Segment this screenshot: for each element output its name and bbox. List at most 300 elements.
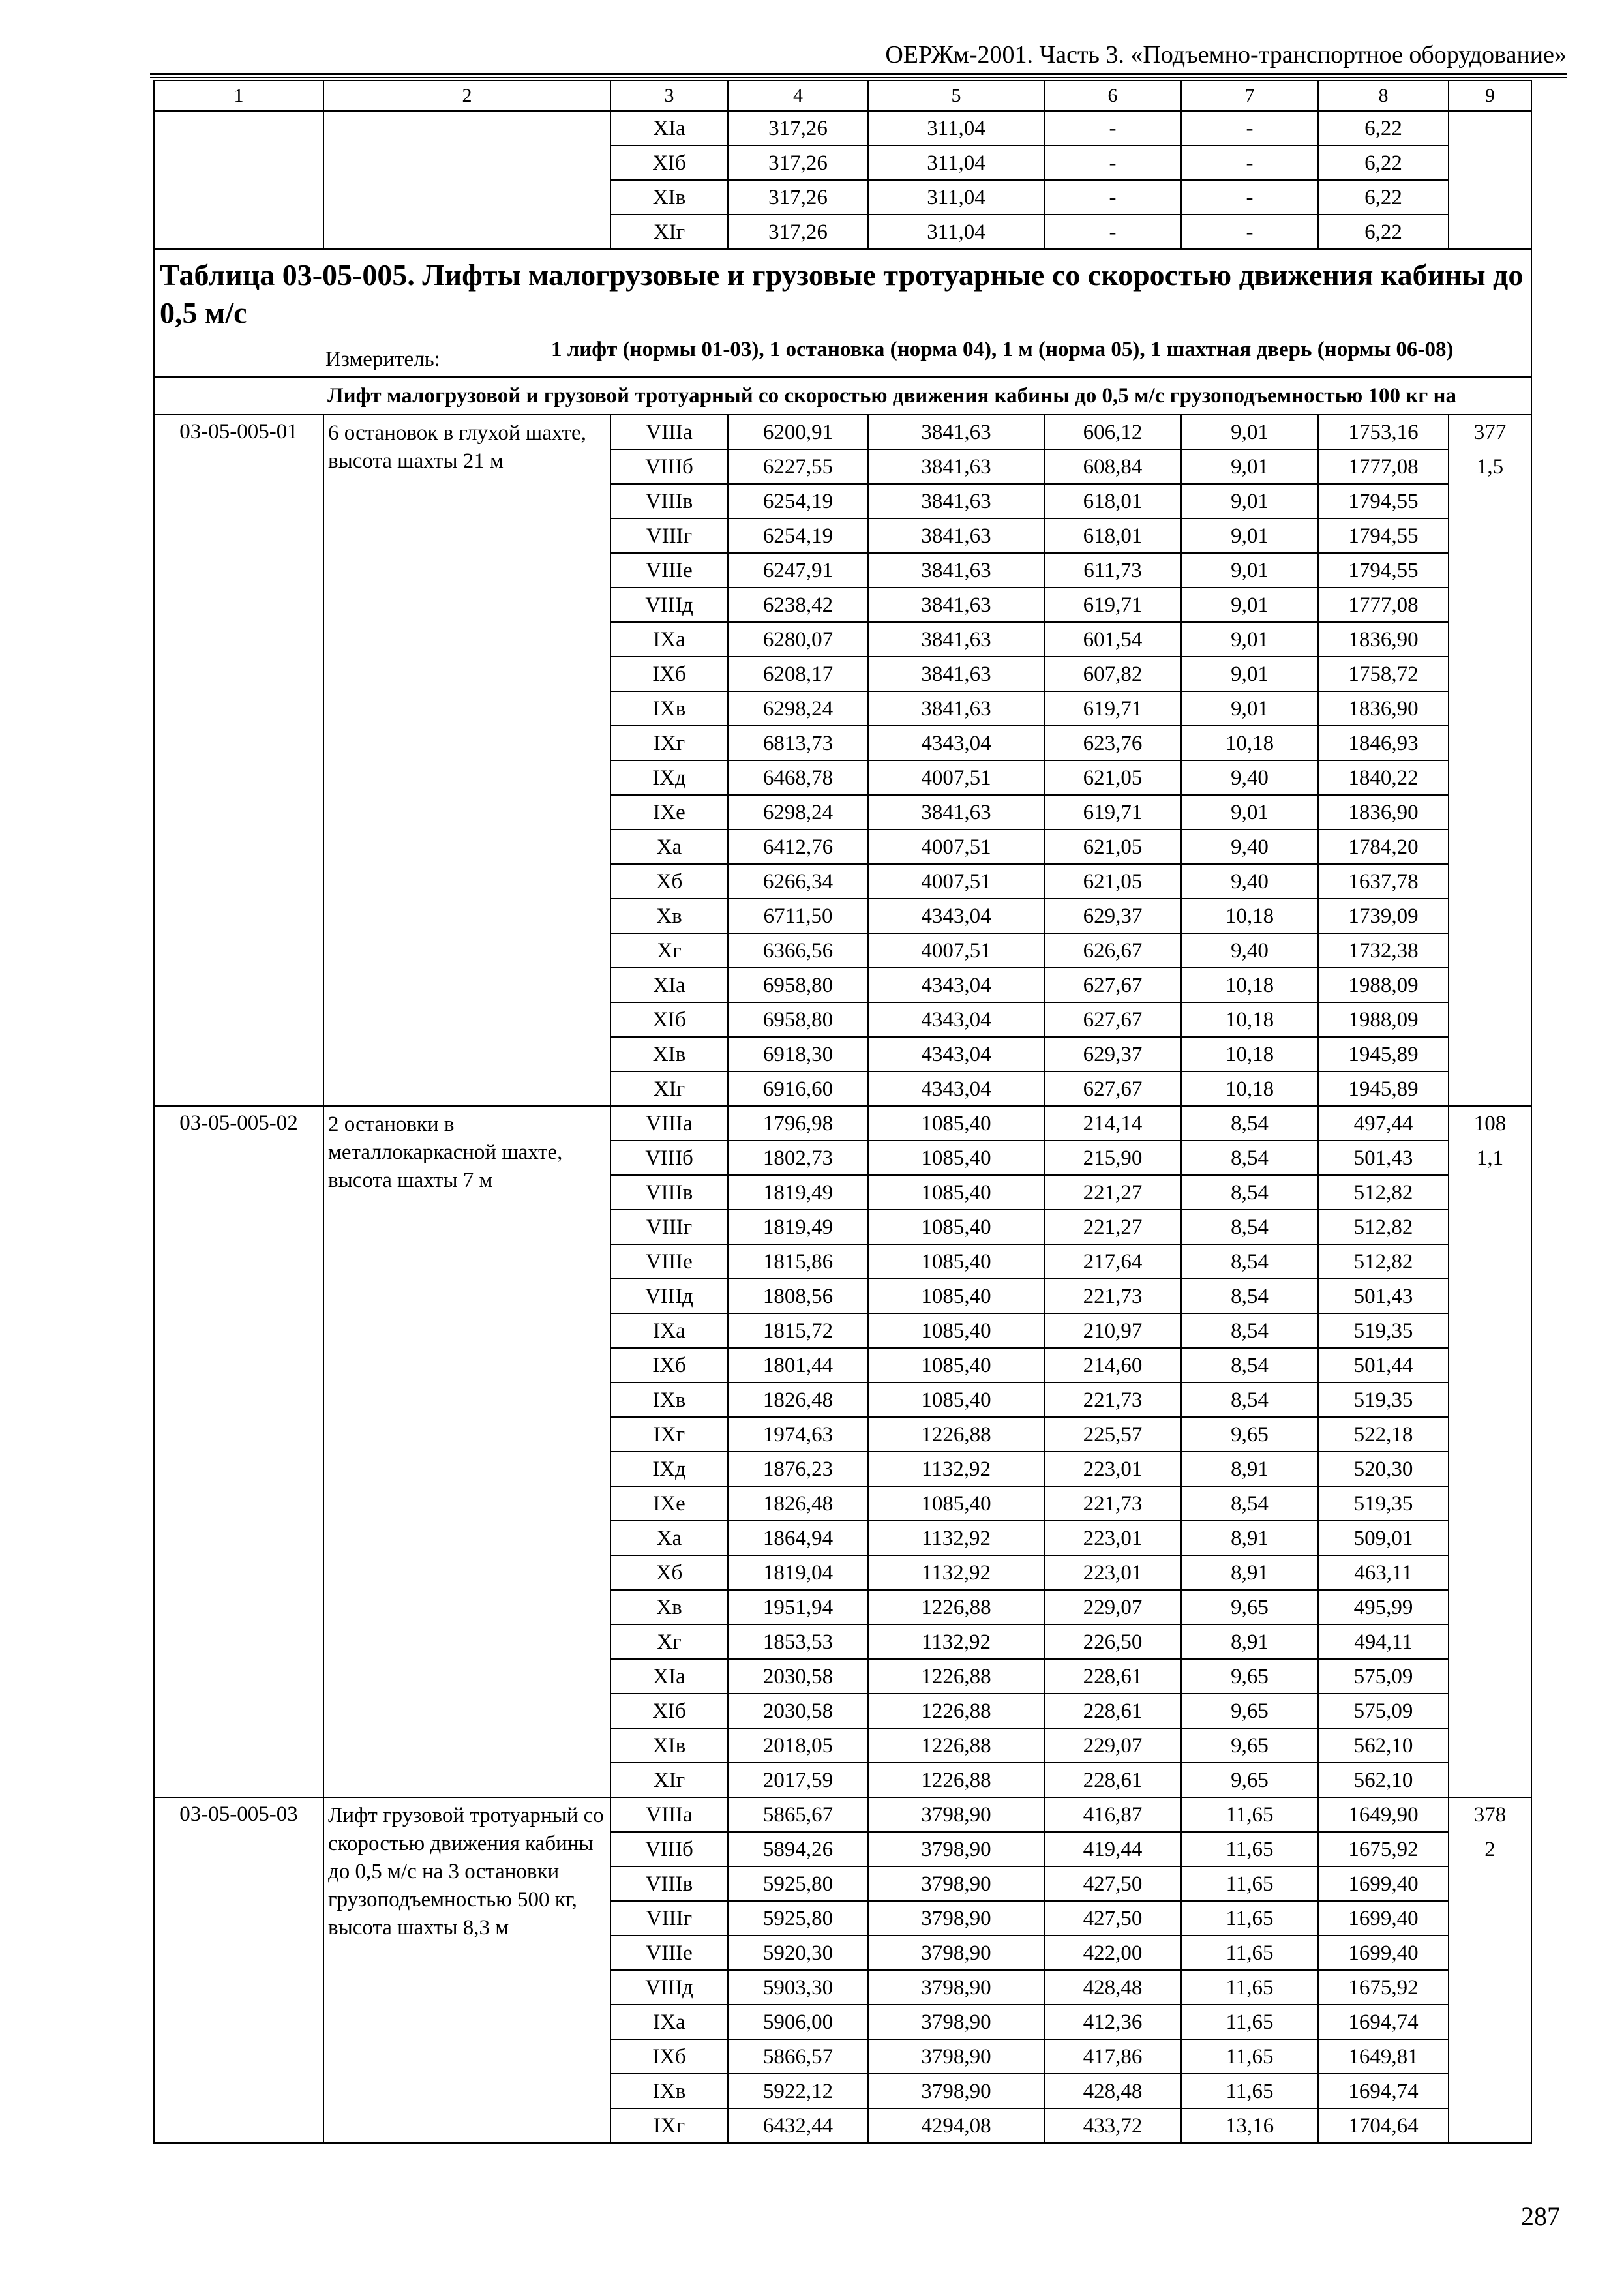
price-cell: 1699,40	[1318, 1936, 1449, 1970]
column-number: 5	[868, 80, 1044, 111]
price-cell: 2018,05	[728, 1728, 868, 1763]
zone-cell: IXа	[610, 1313, 728, 1348]
zone-cell: IXа	[610, 2005, 728, 2039]
price-cell: 11,65	[1181, 1797, 1318, 1832]
price-cell: 512,82	[1318, 1175, 1449, 1210]
price-cell: 8,54	[1181, 1210, 1318, 1244]
data-cell: -	[1181, 111, 1318, 145]
price-cell: 433,72	[1044, 2108, 1181, 2143]
price-cell: 9,01	[1181, 484, 1318, 518]
price-cell: 1819,49	[728, 1175, 868, 1210]
subheading-row	[154, 377, 1531, 415]
price-cell: 3841,63	[868, 588, 1044, 622]
price-cell: 1732,38	[1318, 933, 1449, 968]
price-cell: 1085,40	[868, 1244, 1044, 1279]
price-cell: 6227,55	[728, 449, 868, 484]
zone-cell: XIб	[610, 1694, 728, 1728]
price-cell: 3798,90	[868, 1970, 1044, 2005]
norm-code: 03-05-005-02	[154, 1106, 323, 1797]
data-cell: 317,26	[728, 145, 868, 180]
price-cell: 8,91	[1181, 1521, 1318, 1555]
price-cell: 11,65	[1181, 1832, 1318, 1866]
price-cell: 1649,90	[1318, 1797, 1449, 1832]
price-cell: 8,54	[1181, 1244, 1318, 1279]
price-cell: 2030,58	[728, 1659, 868, 1694]
header-rule-thin	[150, 77, 1567, 78]
price-cell: 228,61	[1044, 1659, 1181, 1694]
price-cell: 1132,92	[868, 1452, 1044, 1486]
price-cell: 8,91	[1181, 1624, 1318, 1659]
zone-cell: VIIIв	[610, 484, 728, 518]
zone-cell: Xг	[610, 933, 728, 968]
data-cell: XIа	[610, 111, 728, 145]
price-cell: 6208,17	[728, 657, 868, 691]
price-cell: 13,16	[1181, 2108, 1318, 2143]
price-cell: 1085,40	[868, 1348, 1044, 1383]
price-cell: 3798,90	[868, 2039, 1044, 2074]
price-cell: 3841,63	[868, 449, 1044, 484]
zone-cell: IXе	[610, 1486, 728, 1521]
data-cell: 317,26	[728, 111, 868, 145]
price-cell: 10,18	[1181, 1002, 1318, 1037]
zone-cell: IXг	[610, 726, 728, 760]
price-cell: 214,60	[1044, 1348, 1181, 1383]
zone-cell: XIв	[610, 1728, 728, 1763]
labor-value: 378	[1473, 1803, 1507, 1827]
price-cell: 627,67	[1044, 968, 1181, 1002]
price-cell: 223,01	[1044, 1521, 1181, 1555]
labor-value: 1,5	[1476, 455, 1504, 479]
column-number: 6	[1044, 80, 1181, 111]
price-cell: 6200,91	[728, 415, 868, 449]
zone-cell: IXб	[610, 1348, 728, 1383]
price-cell: 225,57	[1044, 1417, 1181, 1452]
price-cell: 1704,64	[1318, 2108, 1449, 2143]
data-cell: 317,26	[728, 215, 868, 249]
price-cell: 522,18	[1318, 1417, 1449, 1452]
zone-cell: Xа	[610, 1521, 728, 1555]
price-cell: 6412,76	[728, 830, 868, 864]
zone-cell: XIа	[610, 968, 728, 1002]
price-cell: 1085,40	[868, 1486, 1044, 1521]
price-cell: 4007,51	[868, 760, 1044, 795]
price-cell: 629,37	[1044, 899, 1181, 933]
price-cell: 1699,40	[1318, 1866, 1449, 1901]
price-cell: 1846,93	[1318, 726, 1449, 760]
price-cell: 8,54	[1181, 1141, 1318, 1175]
data-cell: 6,22	[1318, 111, 1449, 145]
price-cell: 5903,30	[728, 1970, 868, 2005]
price-cell: 9,40	[1181, 933, 1318, 968]
labor-value: 1,1	[1476, 1146, 1504, 1170]
zone-cell: VIIIе	[610, 1936, 728, 1970]
price-cell: 3798,90	[868, 1832, 1044, 1866]
price-cell: 1226,88	[868, 1694, 1044, 1728]
zone-cell: IXг	[610, 2108, 728, 2143]
price-cell: 6298,24	[728, 795, 868, 830]
price-cell: 1226,88	[868, 1728, 1044, 1763]
price-cell: 1815,86	[728, 1244, 868, 1279]
price-cell: 3841,63	[868, 518, 1044, 553]
zone-cell: Xг	[610, 1624, 728, 1659]
price-cell: 3798,90	[868, 1866, 1044, 1901]
price-cell: 1794,55	[1318, 553, 1449, 588]
price-cell: 501,43	[1318, 1279, 1449, 1313]
zone-cell: XIа	[610, 1659, 728, 1694]
data-cell: -	[1044, 215, 1181, 249]
price-cell: 494,11	[1318, 1624, 1449, 1659]
extra-cell	[1449, 111, 1531, 249]
price-cell: 1777,08	[1318, 588, 1449, 622]
price-cell: 1694,74	[1318, 2074, 1449, 2108]
price-cell: 215,90	[1044, 1141, 1181, 1175]
price-cell: 10,18	[1181, 968, 1318, 1002]
price-cell: 1132,92	[868, 1521, 1044, 1555]
price-cell: 501,44	[1318, 1348, 1449, 1383]
price-cell: 9,65	[1181, 1590, 1318, 1624]
price-cell: 1085,40	[868, 1383, 1044, 1417]
zone-cell: VIIIв	[610, 1866, 728, 1901]
price-cell: 6958,80	[728, 1002, 868, 1037]
price-cell: 11,65	[1181, 2074, 1318, 2108]
price-cell: 1699,40	[1318, 1901, 1449, 1936]
price-cell: 562,10	[1318, 1763, 1449, 1797]
price-cell: 226,50	[1044, 1624, 1181, 1659]
price-cell: 1819,04	[728, 1555, 868, 1590]
price-cell: 1649,81	[1318, 2039, 1449, 2074]
price-cell: 11,65	[1181, 1936, 1318, 1970]
price-cell: 428,48	[1044, 1970, 1181, 2005]
price-cell: 10,18	[1181, 726, 1318, 760]
header-rule	[150, 73, 1567, 75]
price-cell: 11,65	[1181, 2039, 1318, 2074]
norm-code: 03-05-005-03	[154, 1797, 323, 2143]
price-cell: 1802,73	[728, 1141, 868, 1175]
price-cell: 5922,12	[728, 2074, 868, 2108]
column-number: 8	[1318, 80, 1449, 111]
price-cell: 1815,72	[728, 1313, 868, 1348]
price-cell: 621,05	[1044, 864, 1181, 899]
zone-cell: VIIIд	[610, 1279, 728, 1313]
price-cell: 1951,94	[728, 1590, 868, 1624]
price-cell: 1796,98	[728, 1106, 868, 1141]
price-cell: 618,01	[1044, 518, 1181, 553]
price-cell: 214,14	[1044, 1106, 1181, 1141]
norm-code: 03-05-005-01	[154, 415, 323, 1106]
zone-cell: IXб	[610, 657, 728, 691]
price-cell: 8,91	[1181, 1555, 1318, 1590]
zone-cell: VIIIг	[610, 1210, 728, 1244]
price-cell: 6711,50	[728, 899, 868, 933]
zone-cell: IXд	[610, 1452, 728, 1486]
price-cell: 501,43	[1318, 1141, 1449, 1175]
price-cell: 9,40	[1181, 864, 1318, 899]
price-cell: 1637,78	[1318, 864, 1449, 899]
price-cell: 228,61	[1044, 1763, 1181, 1797]
zone-cell: XIв	[610, 1037, 728, 1071]
price-cell: 1876,23	[728, 1452, 868, 1486]
price-cell: 2017,59	[728, 1763, 868, 1797]
zone-cell: VIIIд	[610, 588, 728, 622]
price-cell: 10,18	[1181, 1071, 1318, 1106]
price-cell: 3798,90	[868, 1936, 1044, 1970]
price-cell: 3841,63	[868, 415, 1044, 449]
price-cell: 618,01	[1044, 484, 1181, 518]
price-cell: 428,48	[1044, 2074, 1181, 2108]
norm-description: 6 остановок в глухой шахте, высота шахты 21 м	[323, 415, 610, 1106]
price-cell: 619,71	[1044, 588, 1181, 622]
price-cell: 1675,92	[1318, 1970, 1449, 2005]
price-cell: 606,12	[1044, 415, 1181, 449]
price-cell: 4343,04	[868, 726, 1044, 760]
price-cell: 619,71	[1044, 691, 1181, 726]
column-number: 2	[323, 80, 610, 111]
zone-cell: Xв	[610, 899, 728, 933]
price-cell: 9,65	[1181, 1694, 1318, 1728]
price-cell: 6432,44	[728, 2108, 868, 2143]
column-number: 3	[610, 80, 728, 111]
price-cell: 8,54	[1181, 1383, 1318, 1417]
price-cell: 575,09	[1318, 1659, 1449, 1694]
price-cell: 3841,63	[868, 484, 1044, 518]
unit-text: 1 лифт (нормы 01-03), 1 остановка (норма 04), 1 м (норма 05), 1 шахтная дверь (нормы 06-08)	[551, 338, 1454, 361]
price-cell: 1794,55	[1318, 518, 1449, 553]
price-cell: 1945,89	[1318, 1071, 1449, 1106]
price-cell: 11,65	[1181, 1866, 1318, 1901]
price-cell: 1836,90	[1318, 795, 1449, 830]
price-cell: 1694,74	[1318, 2005, 1449, 2039]
price-cell: 619,71	[1044, 795, 1181, 830]
price-cell: 621,05	[1044, 830, 1181, 864]
price-cell: 627,67	[1044, 1002, 1181, 1037]
price-cell: 3798,90	[868, 1901, 1044, 1936]
price-cell: 1794,55	[1318, 484, 1449, 518]
price-cell: 3841,63	[868, 795, 1044, 830]
price-cell: 8,54	[1181, 1279, 1318, 1313]
price-cell: 3841,63	[868, 657, 1044, 691]
data-cell: 6,22	[1318, 215, 1449, 249]
price-cell: 228,61	[1044, 1694, 1181, 1728]
zone-cell: VIIIв	[610, 1175, 728, 1210]
labor-cell	[1449, 1797, 1531, 2143]
price-cell: 9,40	[1181, 760, 1318, 795]
price-cell: 4294,08	[868, 2108, 1044, 2143]
table-title-cell	[154, 249, 1531, 377]
price-cell: 3841,63	[868, 691, 1044, 726]
column-number: 7	[1181, 80, 1318, 111]
price-cell: 4343,04	[868, 1037, 1044, 1071]
price-cell: 623,76	[1044, 726, 1181, 760]
price-cell: 210,97	[1044, 1313, 1181, 1348]
column-number: 9	[1449, 80, 1531, 111]
price-cell: 1758,72	[1318, 657, 1449, 691]
price-cell: 1836,90	[1318, 622, 1449, 657]
price-cell: 427,50	[1044, 1901, 1181, 1936]
zone-cell: IXа	[610, 622, 728, 657]
price-cell: 221,73	[1044, 1383, 1181, 1417]
subheading: Лифт малогрузовой и грузовой тротуарный со скоростью движения кабины до 0,5 м/с грузоподъемностью 100 кг на	[154, 377, 1531, 415]
price-cell: 5925,80	[728, 1866, 868, 1901]
zone-cell: VIIIг	[610, 1901, 728, 1936]
zone-cell: IXе	[610, 795, 728, 830]
column-number-row	[154, 80, 1531, 111]
price-cell: 8,91	[1181, 1452, 1318, 1486]
price-cell: 10,18	[1181, 899, 1318, 933]
price-cell: 9,01	[1181, 415, 1318, 449]
price-cell: 9,65	[1181, 1659, 1318, 1694]
price-cell: 221,73	[1044, 1279, 1181, 1313]
price-cell: 8,54	[1181, 1106, 1318, 1141]
price-cell: 562,10	[1318, 1728, 1449, 1763]
price-cell: 9,01	[1181, 518, 1318, 553]
price-cell: 9,01	[1181, 553, 1318, 588]
price-cell: 6813,73	[728, 726, 868, 760]
price-cell: 4007,51	[868, 933, 1044, 968]
zone-cell: IXв	[610, 1383, 728, 1417]
price-cell: 6247,91	[728, 553, 868, 588]
price-cell: 463,11	[1318, 1555, 1449, 1590]
price-cell: 627,67	[1044, 1071, 1181, 1106]
price-cell: 1826,48	[728, 1486, 868, 1521]
data-cell: 6,22	[1318, 145, 1449, 180]
price-cell: 519,35	[1318, 1383, 1449, 1417]
price-cell: 1988,09	[1318, 1002, 1449, 1037]
data-cell: -	[1044, 111, 1181, 145]
price-cell: 217,64	[1044, 1244, 1181, 1279]
price-cell: 2030,58	[728, 1694, 868, 1728]
table-row	[154, 1106, 1531, 1141]
table-title: Таблица 03-05-005. Лифты малогрузовые и грузовые тротуарные со скоростью движения кабины до 0,5 м/с	[160, 258, 1524, 329]
code-cell	[154, 111, 323, 249]
norm-description: Лифт грузовой тротуарный со скоростью движения кабины до 0,5 м/с на 3 остановки грузоподъемностью 500 кг, высота шахты 8,3 м	[323, 1797, 610, 2143]
price-cell: 9,40	[1181, 830, 1318, 864]
zone-cell: VIIIг	[610, 518, 728, 553]
price-cell: 221,27	[1044, 1175, 1181, 1210]
price-cell: 1945,89	[1318, 1037, 1449, 1071]
price-cell: 9,01	[1181, 588, 1318, 622]
price-cell: 629,37	[1044, 1037, 1181, 1071]
price-cell: 1675,92	[1318, 1832, 1449, 1866]
data-cell: 317,26	[728, 180, 868, 215]
zone-cell: Xб	[610, 1555, 728, 1590]
price-cell: 416,87	[1044, 1797, 1181, 1832]
data-cell: 311,04	[868, 111, 1044, 145]
zone-cell: VIIIа	[610, 415, 728, 449]
price-cell: 1853,53	[728, 1624, 868, 1659]
price-cell: 4007,51	[868, 864, 1044, 899]
price-cell: 9,65	[1181, 1763, 1318, 1797]
price-cell: 512,82	[1318, 1244, 1449, 1279]
price-cell: 9,01	[1181, 622, 1318, 657]
price-cell: 1085,40	[868, 1175, 1044, 1210]
price-cell: 221,27	[1044, 1210, 1181, 1244]
price-cell: 626,67	[1044, 933, 1181, 968]
labor-value: 108	[1473, 1112, 1507, 1135]
zone-cell: IXг	[610, 1417, 728, 1452]
price-cell: 8,54	[1181, 1486, 1318, 1521]
price-cell: 223,01	[1044, 1452, 1181, 1486]
price-cell: 3841,63	[868, 622, 1044, 657]
price-cell: 5906,00	[728, 2005, 868, 2039]
data-cell: 6,22	[1318, 180, 1449, 215]
price-cell: 1085,40	[868, 1210, 1044, 1244]
price-cell: 6266,34	[728, 864, 868, 899]
zone-cell: VIIIд	[610, 1970, 728, 2005]
price-cell: 9,65	[1181, 1728, 1318, 1763]
price-cell: 11,65	[1181, 2005, 1318, 2039]
labor-cell	[1449, 415, 1531, 1106]
desc-cell	[323, 111, 610, 249]
price-cell: 1226,88	[868, 1590, 1044, 1624]
rates-table	[153, 80, 1532, 2144]
column-number: 1	[154, 80, 323, 111]
price-cell: 6298,24	[728, 691, 868, 726]
data-cell: -	[1181, 145, 1318, 180]
price-cell: 512,82	[1318, 1210, 1449, 1244]
price-cell: 8,54	[1181, 1313, 1318, 1348]
unit-label: Измеритель:	[325, 348, 440, 371]
price-cell: 8,54	[1181, 1175, 1318, 1210]
price-cell: 5925,80	[728, 1901, 868, 1936]
price-cell: 6280,07	[728, 622, 868, 657]
zone-cell: VIIIа	[610, 1797, 728, 1832]
price-cell: 1836,90	[1318, 691, 1449, 726]
price-cell: 9,01	[1181, 657, 1318, 691]
price-cell: 417,86	[1044, 2039, 1181, 2074]
price-cell: 3798,90	[868, 1797, 1044, 1832]
zone-cell: VIIIб	[610, 1141, 728, 1175]
price-cell: 1801,44	[728, 1348, 868, 1383]
labor-value: 377	[1473, 421, 1507, 444]
price-cell: 575,09	[1318, 1694, 1449, 1728]
price-cell: 419,44	[1044, 1832, 1181, 1866]
data-cell: -	[1181, 215, 1318, 249]
zone-cell: XIг	[610, 1071, 728, 1106]
zone-cell: Xа	[610, 830, 728, 864]
price-cell: 4343,04	[868, 1002, 1044, 1037]
price-cell: 4343,04	[868, 1071, 1044, 1106]
price-cell: 1085,40	[868, 1106, 1044, 1141]
price-cell: 4007,51	[868, 830, 1044, 864]
price-cell: 607,82	[1044, 657, 1181, 691]
price-cell: 229,07	[1044, 1590, 1181, 1624]
price-cell: 1777,08	[1318, 449, 1449, 484]
price-cell: 520,30	[1318, 1452, 1449, 1486]
price-cell: 1808,56	[728, 1279, 868, 1313]
price-cell: 1864,94	[728, 1521, 868, 1555]
price-cell: 1974,63	[728, 1417, 868, 1452]
data-cell: -	[1044, 145, 1181, 180]
table-row	[154, 415, 1531, 449]
zone-cell: IXв	[610, 2074, 728, 2108]
price-cell: 11,65	[1181, 1901, 1318, 1936]
price-cell: 1226,88	[868, 1659, 1044, 1694]
table-row	[154, 111, 1531, 145]
unit-row	[160, 337, 1526, 372]
price-cell: 9,01	[1181, 691, 1318, 726]
price-cell: 6958,80	[728, 968, 868, 1002]
price-cell: 3841,63	[868, 553, 1044, 588]
price-cell: 6238,42	[728, 588, 868, 622]
price-cell: 1826,48	[728, 1383, 868, 1417]
zone-cell: Xб	[610, 864, 728, 899]
price-cell: 427,50	[1044, 1866, 1181, 1901]
zone-cell: VIIIе	[610, 1244, 728, 1279]
zone-cell: IXд	[610, 760, 728, 795]
price-cell: 611,73	[1044, 553, 1181, 588]
zone-cell: VIIIа	[610, 1106, 728, 1141]
price-cell: 1132,92	[868, 1555, 1044, 1590]
